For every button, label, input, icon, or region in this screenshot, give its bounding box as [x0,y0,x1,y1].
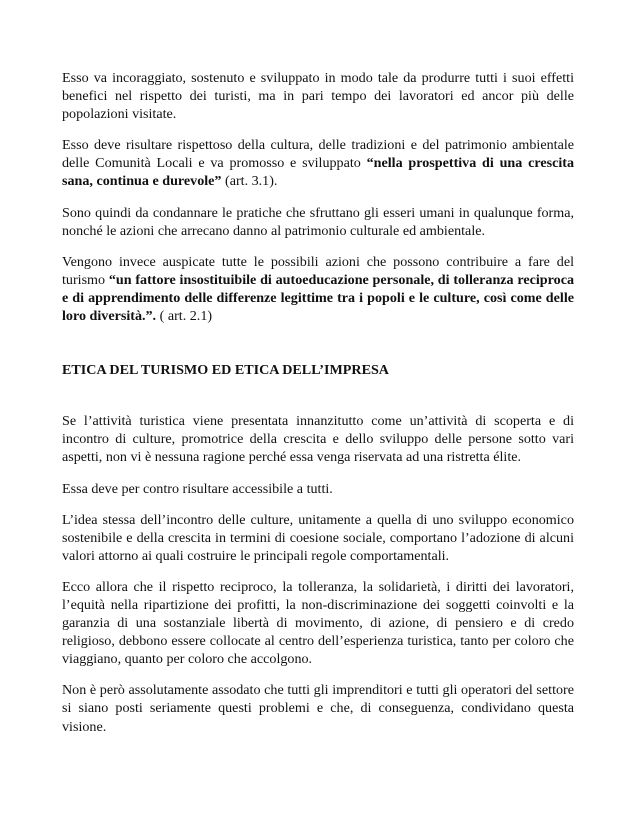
text-segment: Ecco allora che il rispetto reciproco, la tolleranza, la solidarietà, i diritti dei lavoratori, l’equità nella ripartizione dei profitti, la non-discriminazione dei soggetti coinvolti e la garanzia di una sostanziale libertà di movimento, di azione, di pensiero e di credo religioso, debbono essere collocate al centro dell’esperienza turistica, tanto per coloro che viaggiano, quanto per coloro che accolgono. [62,578,574,668]
text-segment: Se l’attività turistica viene presentata innanzitutto come un’attività di scoperta e di incontro di culture, promotrice della crescita e dello sviluppo delle persone sotto vari aspetti, non vi è nessuna ragione perché essa venga riservata ad una ristretta élite. [62,413,574,466]
text-segment: Essa deve per contro risultare accessibile a tutti. [62,480,333,497]
bold-quote: “nella prospettiva di una crescita sana, continua e durevole” [62,155,575,190]
text-segment: Sono quindi da condannare le pratiche che sfruttano gli esseri umani in qualunque forma, nonché le azioni che arrecano danno al patrimonio culturale ed ambientale. [62,204,574,239]
section-heading: ETICA DEL TURISMO ED ETICA DELL’IMPRESA [62,362,389,379]
paragraph [62,136,574,190]
text-segment: L’idea stessa dell’incontro delle culture, unitamente a quella di uno sviluppo economico sostenibile e della crescita in termini di coesione sociale, comportano l’adozione di alcuni valori attorno ai quali costruire le principali regole comportamentali. [62,511,574,564]
paragraph [62,681,574,735]
paragraph [62,578,574,668]
paragraph [62,412,574,466]
text-segment: Vengono invece auspicate tutte le possibili azioni che possono contribuire a fare del turismo [62,253,574,288]
text-segment: (art. 3.1). [221,173,278,190]
bold-quote: “un fattore insostituibile di autoeducazione personale, di tolleranza reciproca e di apprendimento delle differenze legittime tra i popoli e le culture, così come delle loro diversità.”. [62,271,574,325]
text-segment: Esso deve risultare rispettoso della cultura, delle tradizioni e del patrimonio ambientale delle Comunità Locali e va promosso e sviluppato [62,137,574,172]
text-segment: ( art. 2.1) [156,308,213,325]
paragraph [62,253,574,325]
paragraph [62,69,574,123]
paragraph [62,204,574,240]
paragraphs-bottom [62,412,574,735]
paragraph [62,511,574,565]
document-page [62,69,574,749]
paragraph [62,480,574,498]
text-segment: Esso va incoraggiato, sostenuto e sviluppato in modo tale da produrre tutti i suoi effetti benefici nel rispetto dei turisti, ma in pari tempo dei lavoratori ed ancor più delle popolazioni visitate. [62,70,574,123]
text-segment: Non è però assolutamente assodato che tutti gli imprenditori e tutti gli operatori del settore si siano posti seriamente questi problemi e che, di conseguenza, condividano questa visione. [62,682,574,735]
paragraphs-top [62,69,574,325]
